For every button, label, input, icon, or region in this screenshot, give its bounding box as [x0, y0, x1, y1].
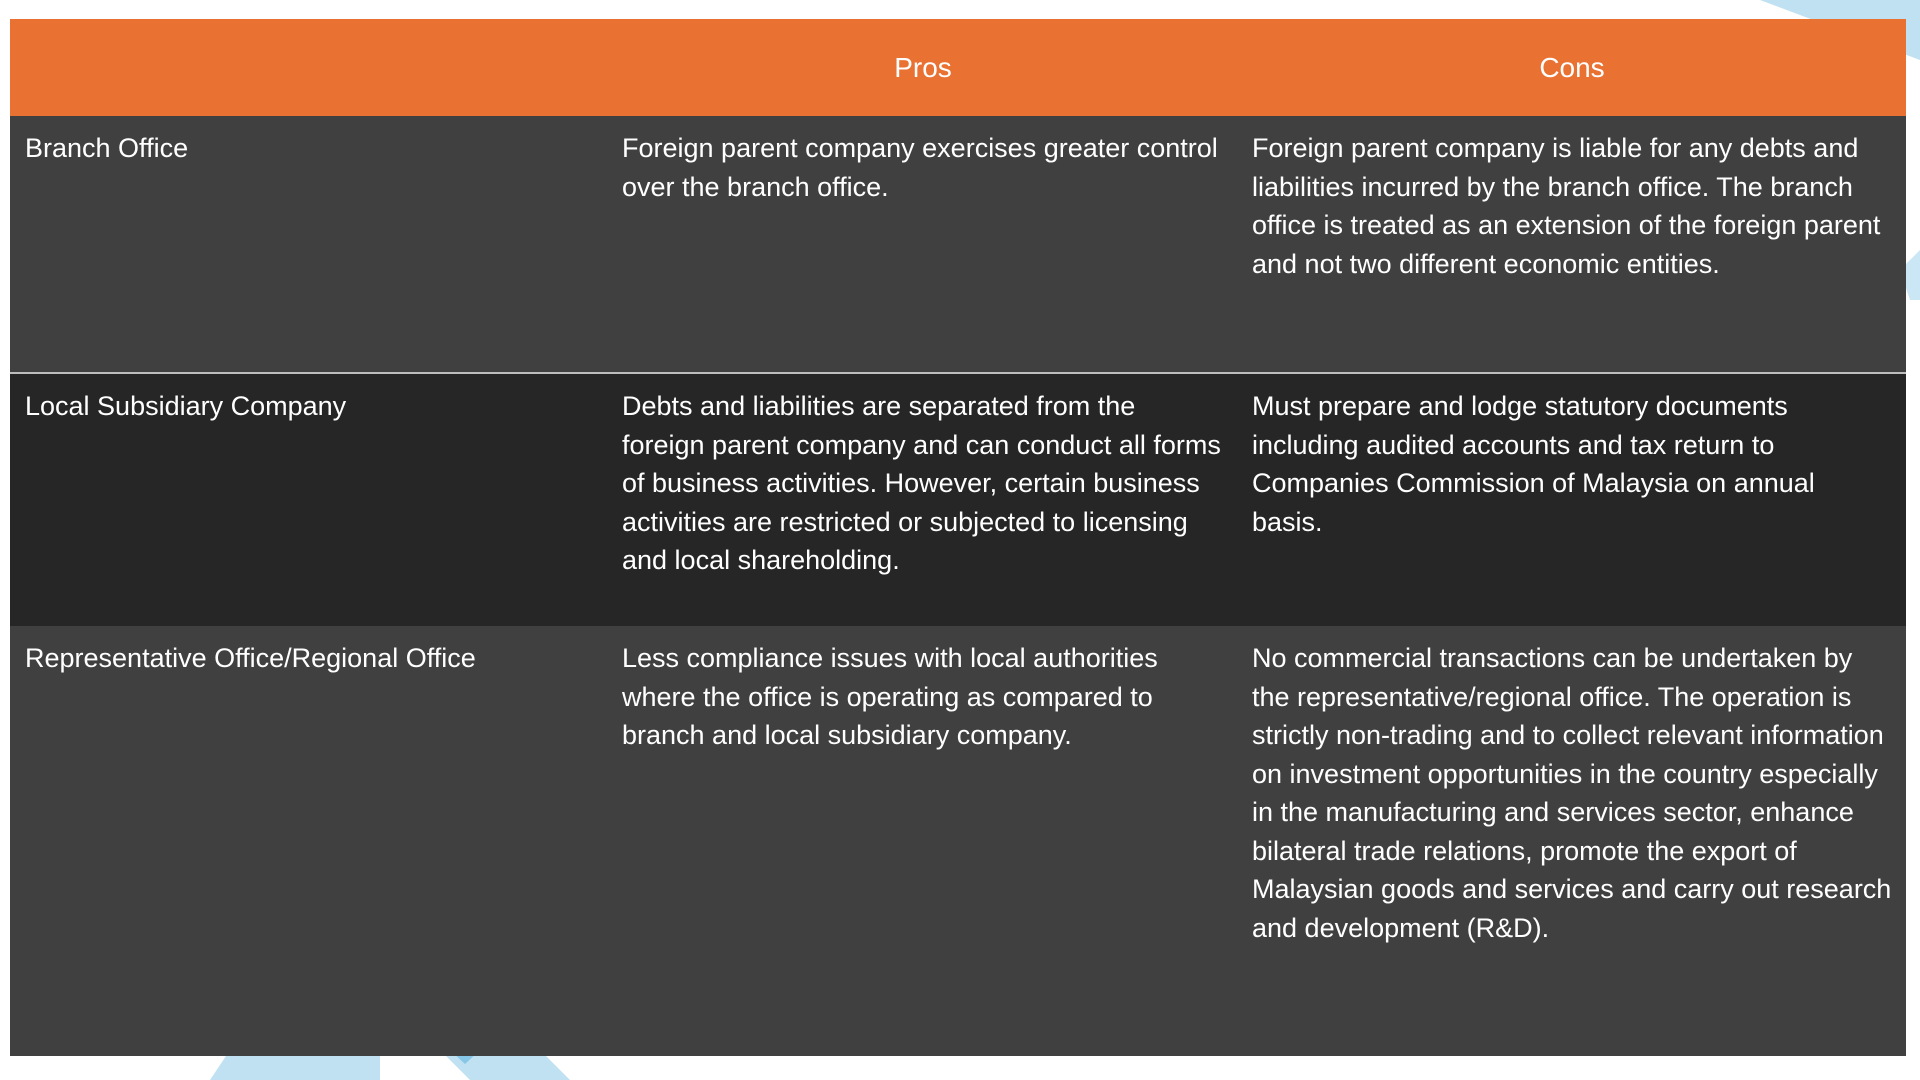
table-row — [10, 373, 1906, 626]
pros-cell: Foreign parent company exercises greater control over the branch office. — [608, 116, 1238, 373]
table-row — [10, 116, 1906, 373]
row-label: Branch Office — [10, 116, 608, 373]
pros-cell: Debts and liabilities are separated from the foreign parent company and can conduct all forms of business activities. However, certain business activities are restricted or subjected to licensing and local shareholding. — [622, 391, 1221, 575]
table-row — [10, 626, 1906, 1056]
cons-cell: Foreign parent company is liable for any debts and liabilities incurred by the branch office. The branch office is treated as an extension of the foreign parent and not two different economic entities. — [1238, 116, 1906, 373]
comparison-table-container — [10, 19, 1906, 1056]
pros-cell: Less compliance issues with local authorities where the office is operating as compared to branch and local subsidiary company. — [622, 643, 1158, 750]
comparison-table — [10, 19, 1906, 1056]
row-label: Local Subsidiary Company — [25, 391, 347, 421]
row-label: Representative Office/Regional Office — [25, 643, 476, 673]
header-cell-blank — [10, 19, 608, 116]
cons-cell: No commercial transactions can be undertaken by the representative/regional office. The operation is strictly non-trading and to collect relevant information on investment opportunities in the country especially in the manufacturing and services sector, enhance bilateral trade relations, promote the export of Malaysian goods and services and carry out research and development (R&D). — [1252, 643, 1892, 943]
header-cell-pros: Pros — [894, 51, 952, 83]
cons-cell: Must prepare and lodge statutory documents including audited accounts and tax return to Companies Commission of Malaysia on annual basis. — [1252, 391, 1815, 537]
header-cell-cons: Cons — [1539, 51, 1605, 83]
table-header-row — [10, 19, 1906, 116]
